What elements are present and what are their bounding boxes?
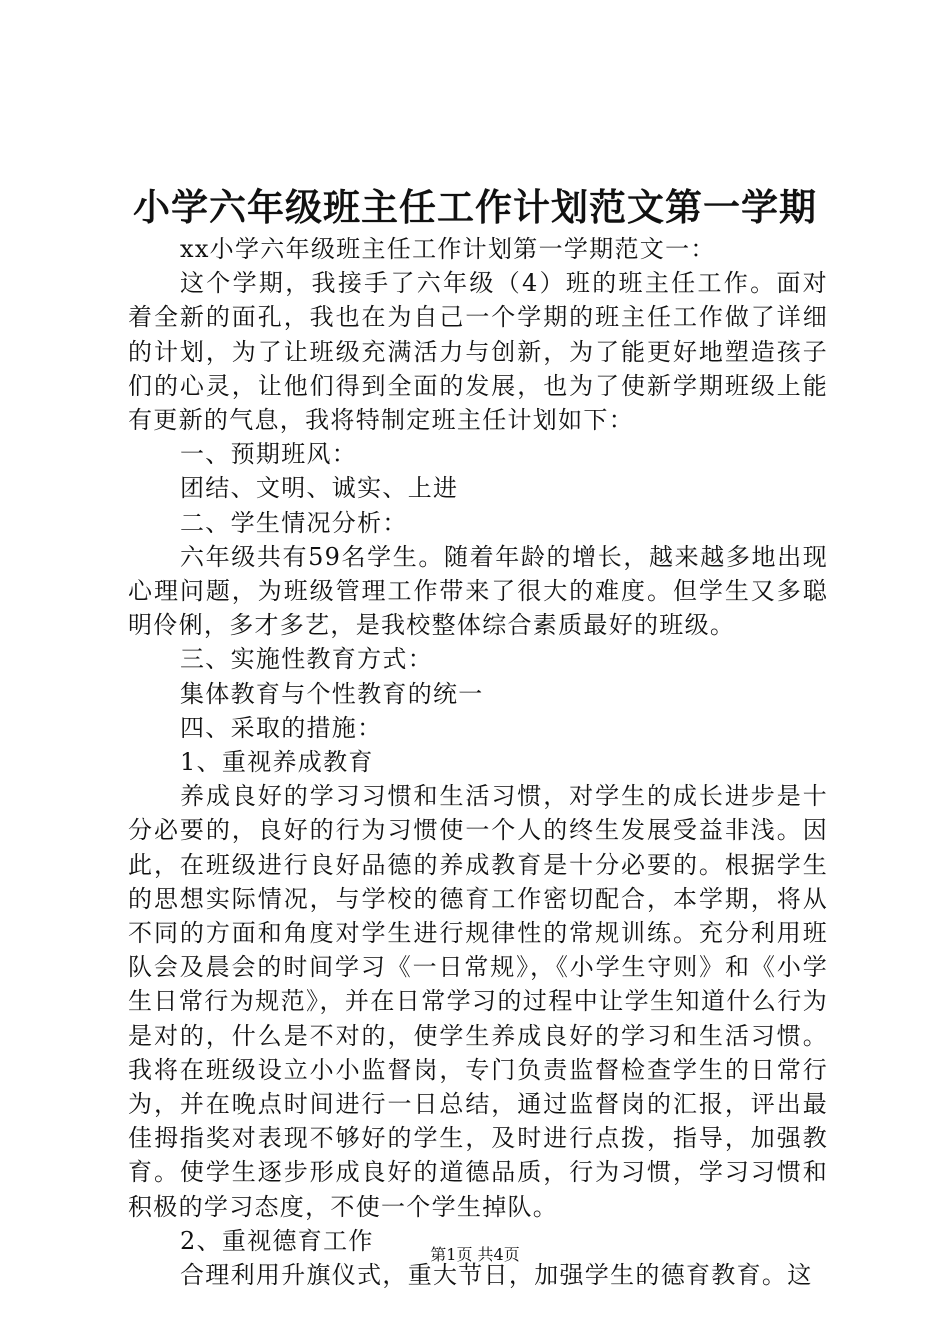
subheading-habit-education: 1、重视养成教育 [180, 748, 374, 777]
section-heading-education-method: 三、实施性教育方式： [180, 645, 433, 674]
document-body [128, 232, 828, 1292]
paragraph-intro-heading: xx小学六年级班主任工作计划第一学期范文一： [180, 235, 716, 263]
paragraph-intro: 这个学期，我接手了六年级（4）班的班主任工作。面对着全新的面孔，我也在为自己一个学期的班主任工作做了详细的计划，为了让班级充满活力与创新，为了能更好地塑造孩子们的心灵，让他们得到全面的发展，也为了使新学期班级上能有更新的气息，我将特制定班主任计划如下： [128, 269, 828, 435]
section-heading-measures: 四、采取的措施： [180, 713, 383, 742]
subheading-moral-education: 2、重视德育工作 [180, 1226, 374, 1255]
paragraph-student-analysis: 六年级共有59名学生。随着年龄的增长，越来越多地出现心理问题，为班级管理工作带来了很大的难度。但学生又多聪明伶俐，多才多艺，是我校整体综合素质最好的班级。 [128, 542, 828, 640]
document-title: 小学六年级班主任工作计划范文第一学期 [133, 185, 817, 229]
paragraph-education-method: 集体教育与个性教育的统一 [180, 679, 484, 708]
paragraph-moral-education: 合理利用升旗仪式，重大节日，加强学生的德育教育。这 [180, 1261, 813, 1290]
paragraph-class-style: 团结、文明、诚实、上进 [180, 474, 459, 503]
section-heading-student-analysis: 二、学生情况分析： [180, 508, 408, 537]
paragraph-habit-education: 养成良好的学习习惯和生活习惯，对学生的成长进步是十分必要的，良好的行为习惯使一个人的终生发展受益非浅。因此，在班级进行良好品德的养成教育是十分必要的。根据学生的思想实际情况，与学校的德育工作密切配合，本学期，将从不同的方面和角度对学生进行规律性的常规训练。充分利用班队会及晨会的时间学习《一日常规》，《小学生守则》和《小学生日常行为规范》，并在日常学习的过程中让学生知道什么行为是对的，什么是不对的，使学生养成良好的学习和生活习惯。我将在班级设立小小监督岗，专门负责监督检查学生的日常行为，并在晚点时间进行一日总结，通过监督岗的汇报，评出最佳拇指奖对表现不够好的学生，及时进行点拨，指导，加强教育。使学生逐步形成良好的道德品质，行为习惯，学习习惯和积极的学习态度，不使一个学生掉队。 [128, 782, 828, 1221]
section-heading-class-style: 一、预期班风： [180, 440, 358, 469]
page-footer: 第1页 共4页 [430, 1245, 520, 1264]
